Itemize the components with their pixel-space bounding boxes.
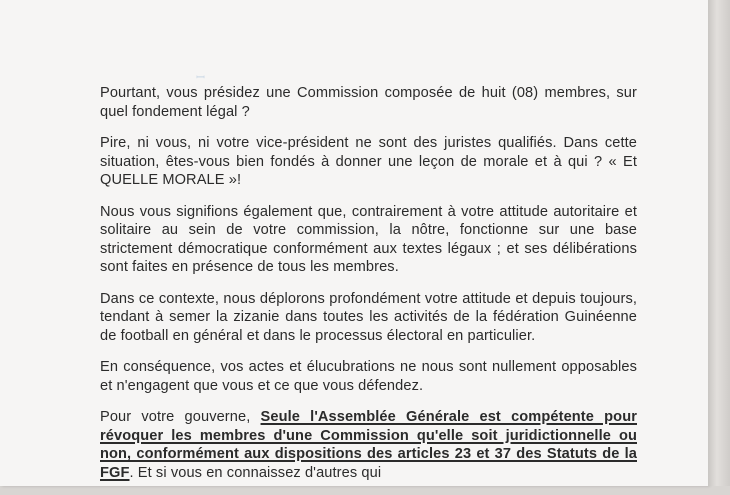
- paragraph-general-assembly: [100, 408, 637, 482]
- paragraph-intro-text: Pour votre gouverne,: [100, 409, 261, 425]
- letter-body: [100, 84, 637, 495]
- paragraph-consequence: En conséquence, vos actes et élucubrations ne nous sont nullement opposables et n'engagent que vous et ce que vous défendez.: [100, 359, 637, 394]
- paragraph-qualifications: Pire, ni vous, ni votre vice-président ne sont des juristes qualifiés. Dans cette situation, êtes-vous bien fondés à donner une leçon de morale et à qui ? « Et QUELLE MORALE »!: [100, 135, 637, 188]
- paragraph-democratic-process: Nous vous signifions également que, contrairement à votre attitude autoritaire et solitaire au sein de votre commission, la nôtre, fonctionne sur une base strictement démocratique conformément aux textes légaux ; et ses délibérations sont faites en présence de tous les membres.: [100, 203, 637, 275]
- paragraph-outro-text: . Et si vous en connaissez d'autres qui: [129, 464, 382, 481]
- scan-edge: [708, 0, 730, 486]
- paragraph-deplore-attitude: Dans ce contexte, nous déplorons profondément votre attitude et depuis toujours, tendant à semer la zizanie dans toutes les activités de la fédération Guinéenne de football en général et dans le processus électoral en particulier.: [100, 290, 637, 344]
- paragraph-commission-composition: Pourtant, vous présidez une Commission composée de huit (08) membres, sur quel fondement légal ?: [100, 85, 637, 120]
- statutes-emphasis-text: Seule l'Assemblée Générale est compétente pour révoquer les membres d'une Commission qu'elle soit juridictionnelle ou non, conformément aux dispositions des articles 23 et 37 des Statuts de la FGF: [100, 409, 637, 481]
- faint-stamp-mark: ꟷ: [196, 71, 205, 84]
